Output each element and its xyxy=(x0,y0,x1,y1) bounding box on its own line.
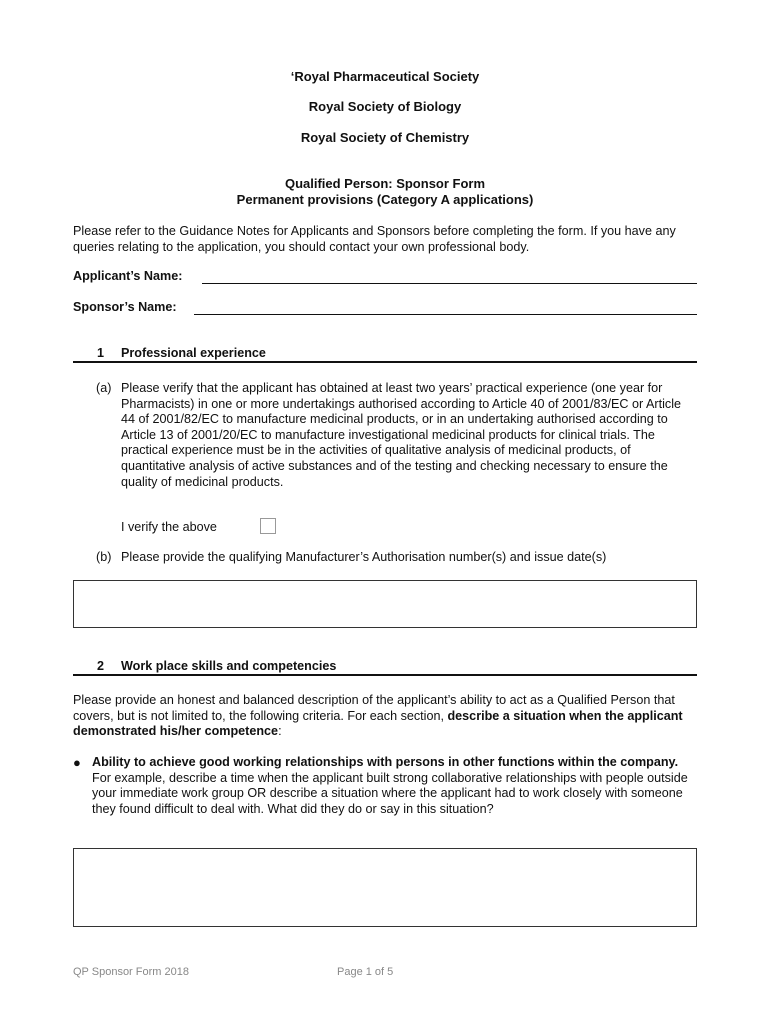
intro-paragraph: Please refer to the Guidance Notes for Applicants and Sponsors before completing the form. If you have any queries relating to the application, you should contact your own professional body. xyxy=(73,224,676,254)
section-2-intro xyxy=(73,693,698,740)
applicant-name-label: Applicant’s Name: xyxy=(73,269,183,283)
footer-form-name: QP Sponsor Form 2018 xyxy=(73,966,189,978)
section-1-title: Professional experience xyxy=(121,346,266,360)
item-a-tag: (a) xyxy=(96,381,112,395)
authorisation-number-textbox[interactable] xyxy=(73,580,697,628)
section-1-number: 1 xyxy=(97,346,105,360)
sponsor-name-label: Sponsor’s Name: xyxy=(73,300,177,314)
section-1-heading xyxy=(73,346,697,363)
section-2-title: Work place skills and competencies xyxy=(121,659,337,673)
org-name-rsb: Royal Society of Biology xyxy=(308,99,462,114)
verify-label: I verify the above xyxy=(121,520,217,534)
sponsor-name-field[interactable] xyxy=(194,299,697,315)
section-1-item-a xyxy=(96,381,696,490)
org-name-rps: ‘Royal Pharmaceutical Society xyxy=(290,69,480,84)
section-2-number: 2 xyxy=(97,659,105,673)
criteria-bullet-relationships xyxy=(73,755,698,817)
section-1-item-b xyxy=(96,550,696,566)
item-a-text: Please verify that the applicant has obtained at least two years’ practical experience (one year for Pharmacists) in one or more undertakings authorised according to Article 40 of 2001/83/EC or Article 44 of 2001/82/EC to manufacture medicinal products, or in an undertaking authorised according to Article 13 of 2001/20/EC to manufacture investigational medicinal products for clinical trials. The practical experience must be in the activities of qualitative analysis of medicinal products, of quantitative analysis of active substances and of the testing and checking necessary to ensure the quality of medicinal products. xyxy=(121,381,682,489)
criteria-description: For example, describe a time when the applicant built strong collaborative relationships with people outside your immediate work group OR describe a situation where the applicant had to work closely with someone they found difficult to deal with. What did they do or say in this situation? xyxy=(92,770,688,816)
section-2-intro-emphasis: describe a situation when the applicant demonstrated his/her competence xyxy=(73,708,683,739)
section-2-intro-end: : xyxy=(278,724,282,739)
bullet-icon: ● xyxy=(73,755,81,770)
org-name-rsc: Royal Society of Chemistry xyxy=(300,130,470,145)
form-subtitle: Permanent provisions (Category A applications) xyxy=(236,192,534,207)
form-title: Qualified Person: Sponsor Form xyxy=(284,176,486,191)
section-2-heading xyxy=(73,659,697,676)
footer-page-number: Page 1 of 5 xyxy=(337,966,394,978)
item-b-tag: (b) xyxy=(96,550,112,564)
verify-checkbox[interactable] xyxy=(260,518,276,534)
criteria-heading: Ability to achieve good working relationships with persons in other functions within the company. xyxy=(92,755,679,769)
applicant-name-field[interactable] xyxy=(202,268,697,284)
item-b-text: Please provide the qualifying Manufacturer’s Authorisation number(s) and issue date(s) xyxy=(121,550,607,564)
section-2-intro-text: Please provide an honest and balanced description of the applicant’s ability to act as a Qualified Person that covers, but is not limited to, the following criteria. For each section, xyxy=(73,693,675,723)
relationships-answer-textbox[interactable] xyxy=(73,848,697,927)
